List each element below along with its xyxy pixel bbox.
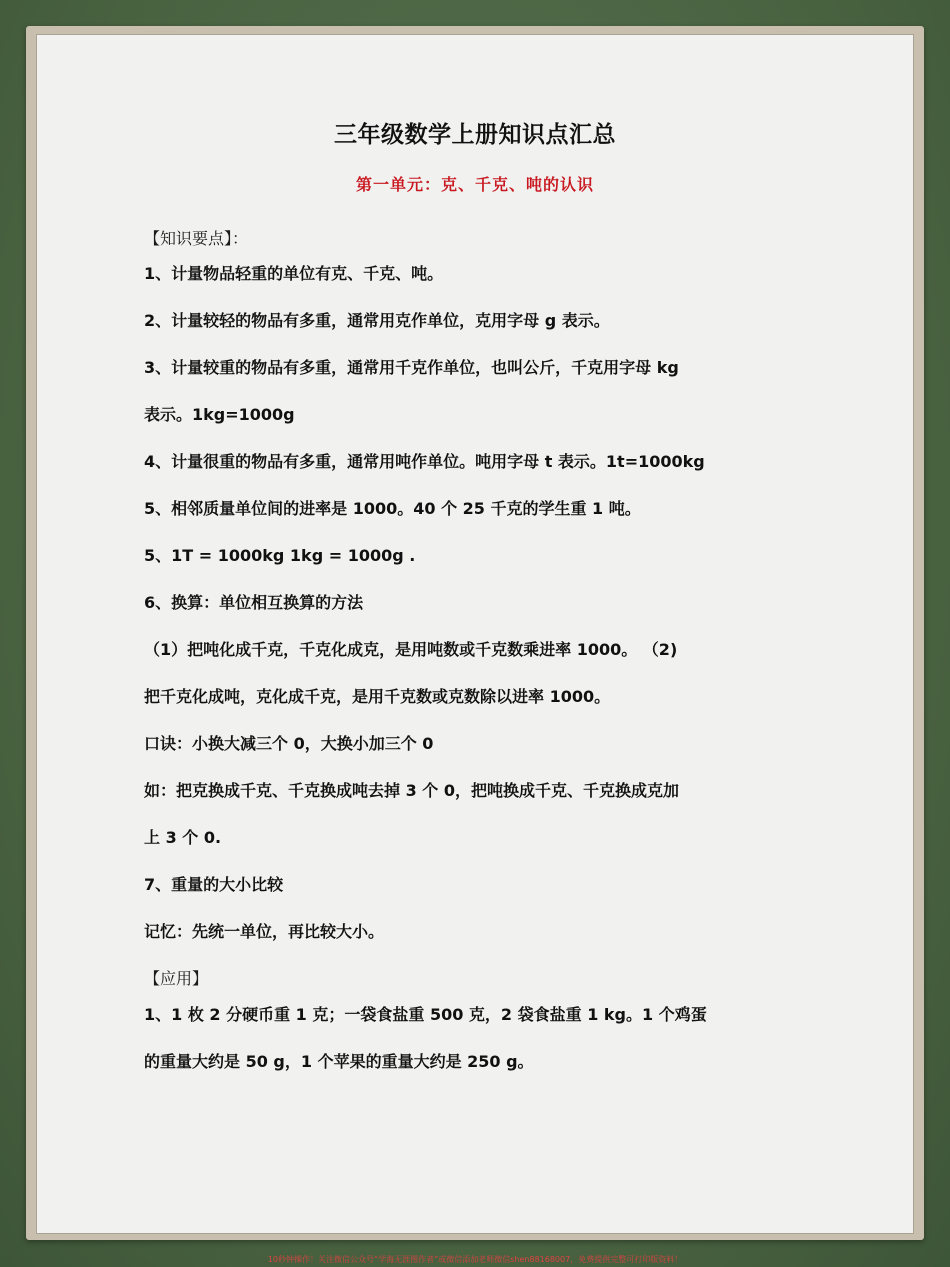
section-heading-application: 【应用】	[144, 969, 209, 988]
point-5b: 5、1T = 1000kg 1kg = 1000g .	[144, 546, 416, 565]
point-6-conversion-continued: 把千克化成吨，克化成千克，是用千克数或克数除以进率 1000。	[144, 687, 611, 706]
unit-subtitle: 第一单元：克、千克、吨的认识	[355, 175, 594, 194]
point-4: 4、计量很重的物品有多重，通常用吨作单位。吨用字母 t 表示。1t=1000kg	[144, 452, 705, 471]
point-7: 7、重量的大小比较	[144, 875, 284, 894]
mnemonic: 口诀：小换大减三个 0，大换小加三个 0	[144, 734, 434, 753]
point-6: 6、换算：单位相互换算的方法	[144, 593, 364, 612]
application-1-continued: 的重量大约是 50 g，1 个苹果的重量大约是 250 g。	[144, 1052, 534, 1071]
point-3-continued: 表示。1kg=1000g	[144, 405, 295, 424]
footer-notice: 10秒钟操作！关注微信公众号“学海无涯图作者”或微信添加老师微信shen88168007，免费提供完整可打印版资料！	[267, 1255, 683, 1264]
example-continued: 上 3 个 0.	[144, 828, 222, 847]
point-5: 5、相邻质量单位间的进率是 1000。40 个 25 千克的学生重 1 吨。	[144, 499, 641, 518]
example: 如：把克换成千克、千克换成吨去掉 3 个 0，把吨换成千克、千克换成克加	[144, 781, 679, 800]
point-1: 1、计量物品轻重的单位有克、千克、吨。	[144, 264, 444, 283]
point-2: 2、计量较轻的物品有多重，通常用克作单位，克用字母 g 表示。	[144, 311, 610, 330]
section-heading-key-points: 【知识要点】：	[144, 229, 249, 248]
point-6-conversion: （1）把吨化成千克，千克化成克，是用吨数或千克数乘进率 1000。 （2)	[144, 640, 678, 659]
page-title: 三年级数学上册知识点汇总	[334, 122, 616, 148]
application-1: 1、1 枚 2 分硬币重 1 克；一袋食盐重 500 克，2 袋食盐重 1 kg。1 个鸡蛋	[144, 1005, 707, 1024]
point-3: 3、计量较重的物品有多重，通常用千克作单位，也叫公斤，千克用字母 kg	[144, 358, 679, 377]
point-7-memory: 记忆：先统一单位，再比较大小。	[144, 922, 385, 941]
